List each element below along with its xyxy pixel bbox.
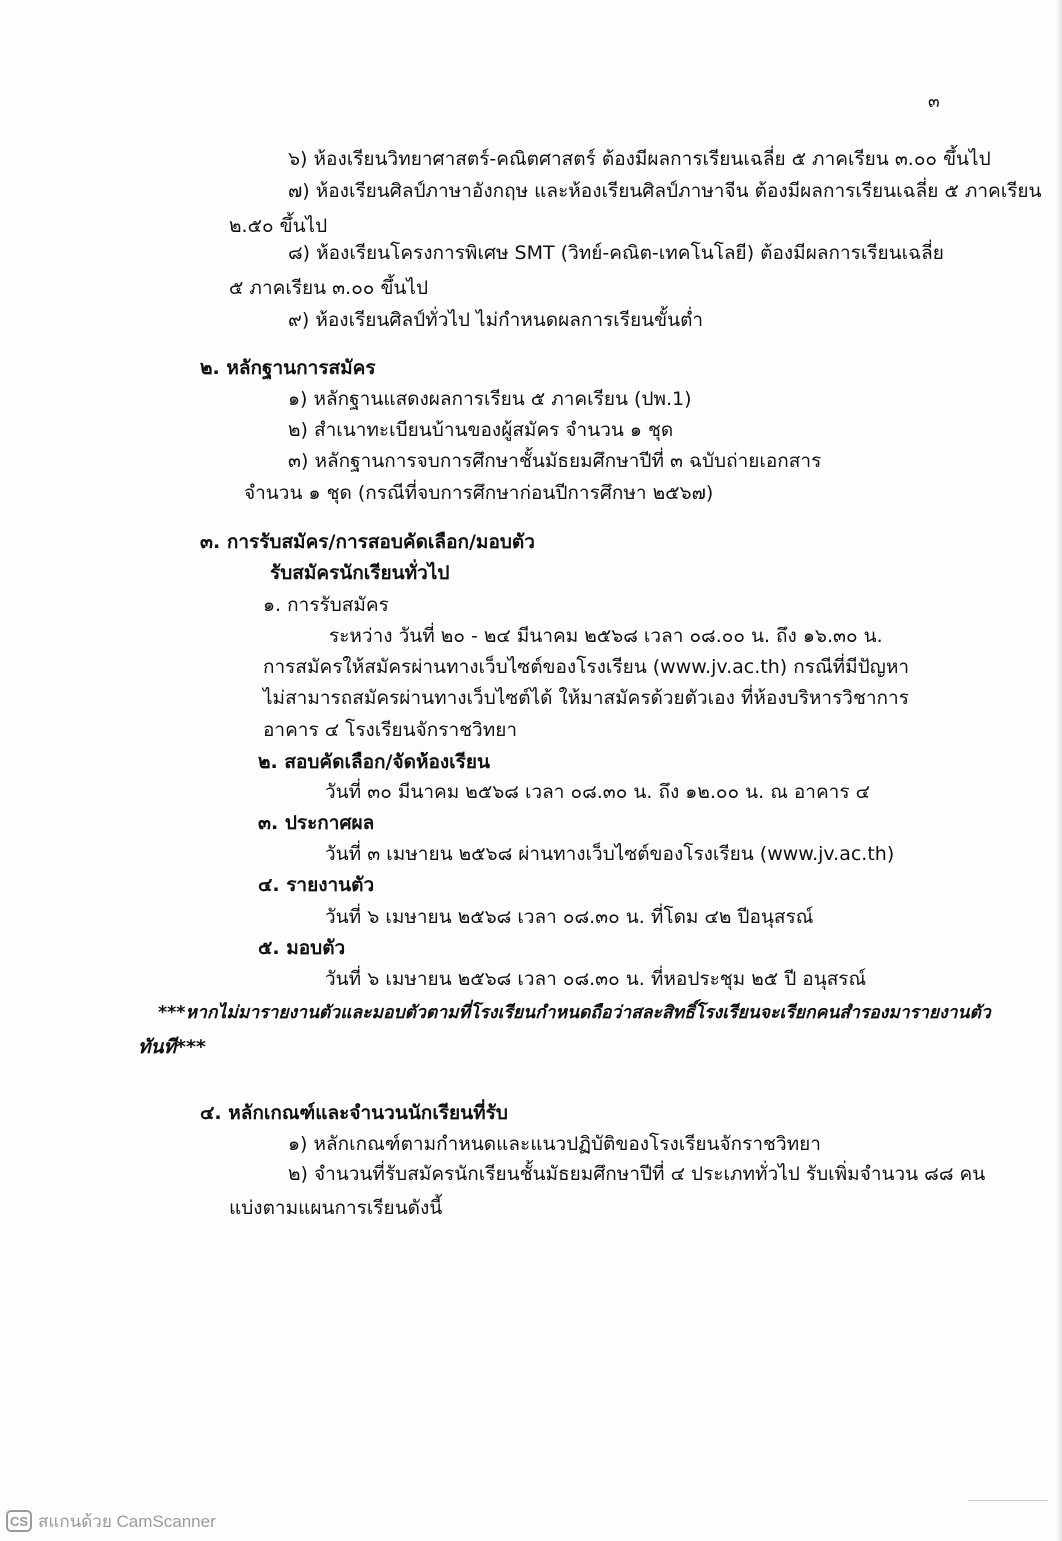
- evidence-item-3-cont: จำนวน ๑ ชุด (กรณีที่จบการศึกษาก่อนปีการศึกษา ๒๕๖๗): [244, 482, 714, 504]
- quota-item-1: ๑) หลักเกณฑ์ตามกำหนดและแนวปฏิบัติของโรงเรียนจักราชวิทยา: [288, 1133, 821, 1155]
- application-method: การสมัครให้สมัครผ่านทางเว็บไซต์ของโรงเรียน (www.jv.ac.th) กรณีที่มีปัญหา: [263, 656, 910, 678]
- page-edge-shadow: [1056, 0, 1062, 1541]
- step-2-heading: ๒. สอบคัดเลือก/จัดห้องเรียน: [258, 751, 490, 773]
- section-3-heading: ๓. การรับสมัคร/การสอบคัดเลือก/มอบตัว: [200, 531, 535, 553]
- application-period: ระหว่าง วันที่ ๒๐ - ๒๔ มีนาคม ๒๕๖๘ เวลา ๐๘.๐๐ น. ถึง ๑๖.๓๐ น.: [329, 625, 883, 647]
- criteria-item-7-cont: ๒.๕๐ ขึ้นไป: [229, 215, 328, 237]
- report-date: วันที่ ๖ เมษายน ๒๕๖๘ เวลา ๐๘.๓๐ น. ที่โดม ๔๒ ปีอนุสรณ์: [325, 906, 814, 928]
- announcement-date: วันที่ ๓ เมษายน ๒๕๖๘ ผ่านทางเว็บไซต์ของโรงเรียน (www.jv.ac.th): [325, 843, 895, 865]
- camscanner-watermark: [6, 1508, 216, 1534]
- criteria-item-6: ๖) ห้องเรียนวิทยาศาสตร์-คณิตศาสตร์ ต้องมีผลการเรียนเฉลี่ย ๕ ภาคเรียน ๓.๐๐ ขึ้นไป: [288, 148, 991, 170]
- evidence-item-3: ๓) หลักฐานการจบการศึกษาชั้นมัธยมศึกษาปีที่ ๓ ฉบับถ่ายเอกสาร: [288, 450, 822, 472]
- warning-note: ***หากไม่มารายงานตัวและมอบตัวตามที่โรงเรียนกำหนดถือว่าสละสิทธิ์โรงเรียนจะเรียกคนสำรองมารายงานตัว: [158, 1003, 991, 1023]
- criteria-item-9: ๙) ห้องเรียนศิลป์ทั่วไป ไม่กำหนดผลการเรียนขั้นต่ำ: [288, 309, 704, 331]
- section-2-heading: ๒. หลักฐานการสมัคร: [200, 357, 376, 379]
- application-method-cont: ไม่สามารถสมัครผ่านทางเว็บไซต์ได้ ให้มาสมัครด้วยตัวเอง ที่ห้องบริหารวิชาการ: [263, 687, 909, 709]
- step-1-heading: ๑. การรับสมัคร: [263, 594, 389, 616]
- page-number: ๓: [928, 92, 940, 112]
- step-5-heading: ๕. มอบตัว: [258, 937, 346, 959]
- criteria-item-7: ๗) ห้องเรียนศิลป์ภาษาอังกฤษ และห้องเรียนศิลป์ภาษาจีน ต้องมีผลการเรียนเฉลี่ย ๕ ภาคเรียน: [288, 180, 1042, 202]
- criteria-item-8-cont: ๕ ภาคเรียน ๓.๐๐ ขึ้นไป: [229, 277, 429, 299]
- enrollment-date: วันที่ ๖ เมษายน ๒๕๖๘ เวลา ๐๘.๓๐ น. ที่หอประชุม ๒๕ ปี อนุสรณ์: [325, 968, 867, 990]
- step-3-heading: ๓. ประกาศผล: [258, 812, 375, 834]
- evidence-item-2: ๒) สำเนาทะเบียนบ้านของผู้สมัคร จำนวน ๑ ชุด: [288, 419, 674, 441]
- section-4-heading: ๔. หลักเกณฑ์และจำนวนนักเรียนที่รับ: [200, 1102, 508, 1124]
- quota-item-2-cont: แบ่งตามแผนการเรียนดังนี้: [229, 1197, 443, 1219]
- evidence-item-1: ๑) หลักฐานแสดงผลการเรียน ๕ ภาคเรียน (ปพ.1): [288, 388, 692, 410]
- exam-date: วันที่ ๓๐ มีนาคม ๒๕๖๘ เวลา ๐๘.๓๐ น. ถึง ๑๒.๐๐ น. ณ อาคาร ๔: [325, 781, 870, 803]
- scan-edge-line: [968, 1500, 1048, 1501]
- application-location: อาคาร ๔ โรงเรียนจักราชวิทยา: [263, 719, 518, 741]
- camscanner-logo-icon: CS: [6, 1510, 32, 1532]
- step-4-heading: ๔. รายงานตัว: [258, 874, 375, 896]
- watermark-text: สแกนด้วย CamScanner: [38, 1511, 216, 1531]
- general-admission-heading: รับสมัครนักเรียนทั่วไป: [270, 562, 450, 584]
- quota-item-2: ๒) จำนวนที่รับสมัครนักเรียนชั้นมัธยมศึกษาปีที่ ๔ ประเภททั่วไป รับเพิ่มจำนวน ๘๘ คน: [288, 1163, 986, 1185]
- warning-note-cont: ทันที***: [138, 1036, 206, 1058]
- criteria-item-8: ๘) ห้องเรียนโครงการพิเศษ SMT (วิทย์-คณิต-เทคโนโลยี) ต้องมีผลการเรียนเฉลี่ย: [288, 242, 944, 264]
